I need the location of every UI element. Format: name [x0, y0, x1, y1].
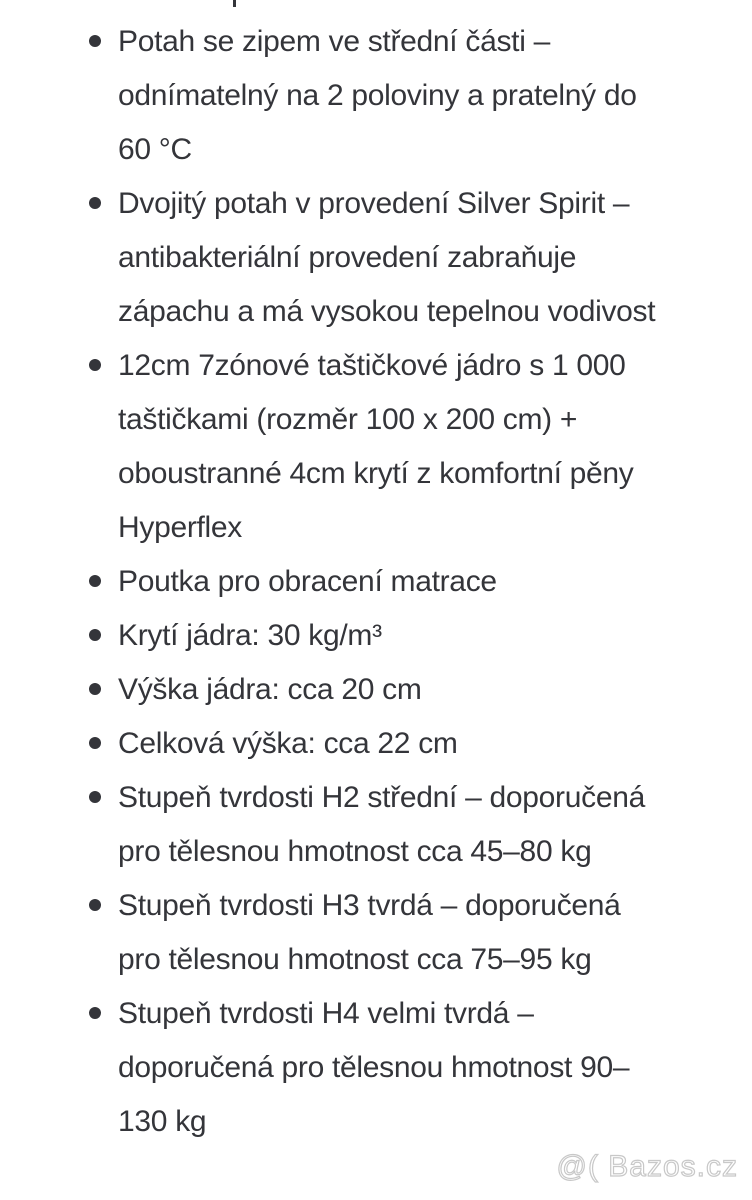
watermark-logo: @( Bazos.cz — [556, 1150, 738, 1183]
feature-list — [0, 15, 752, 1149]
list-item-text: pro tělesnou hmotnost cca 45–80 kg — [118, 835, 592, 868]
bullet-icon — [89, 575, 101, 587]
bullet-icon — [89, 791, 101, 803]
list-item-text: odnímatelný na 2 poloviny a pratelný do — [118, 79, 637, 112]
list-item — [0, 177, 752, 339]
bullet-icon — [89, 629, 101, 641]
bullet-icon — [89, 359, 101, 371]
list-item — [0, 339, 752, 555]
list-item-text: 12cm 7zónové taštičkové jádro s 1 000 — [118, 349, 626, 382]
list-item — [0, 663, 752, 717]
bullet-icon — [89, 683, 101, 695]
list-item-text: Poutka pro obracení matrace — [118, 565, 497, 598]
list-item-text: Dvojitý potah v provedení Silver Spirit – — [118, 187, 630, 220]
bullet-icon — [89, 197, 101, 209]
list-item-text: zápachu a má vysokou tepelnou vodivost — [118, 295, 656, 328]
bullet-icon — [89, 737, 101, 749]
list-item — [0, 609, 752, 663]
list-item-text: 60 °C — [118, 133, 192, 166]
list-item-text: Stupeň tvrdosti H4 velmi tvrdá – — [118, 997, 534, 1030]
bullet-icon — [89, 899, 101, 911]
bullet-icon — [89, 1007, 101, 1019]
list-item-text: Potah se zipem ve střední části – — [118, 25, 550, 58]
list-item — [0, 987, 752, 1149]
list-item-text: antibakteriální provedení zabraňuje — [118, 241, 577, 274]
list-item-text: Výška jádra: cca 20 cm — [118, 673, 422, 706]
cut-off-text-fragment — [233, 0, 236, 7]
list-item-text: 130 kg — [118, 1105, 207, 1138]
list-item — [0, 555, 752, 609]
list-item-text: Stupeň tvrdosti H2 střední – doporučená — [118, 781, 645, 814]
list-item-text: pro tělesnou hmotnost cca 75–95 kg — [118, 943, 592, 976]
list-item — [0, 879, 752, 987]
list-item — [0, 15, 752, 177]
list-item-text: Hyperflex — [118, 511, 243, 544]
list-item — [0, 771, 752, 879]
list-item-text: oboustranné 4cm krytí z komfortní pěny — [118, 457, 634, 490]
list-item-text: taštičkami (rozměr 100 x 200 cm) + — [118, 403, 578, 436]
bullet-icon — [89, 35, 101, 47]
list-item-text: Stupeň tvrdosti H3 tvrdá – doporučená — [118, 889, 621, 922]
list-item-text: Celková výška: cca 22 cm — [118, 727, 458, 760]
list-item-text: doporučená pro tělesnou hmotnost 90– — [118, 1051, 630, 1084]
list-item-text: Krytí jádra: 30 kg/m³ — [118, 619, 382, 652]
list-item — [0, 717, 752, 771]
